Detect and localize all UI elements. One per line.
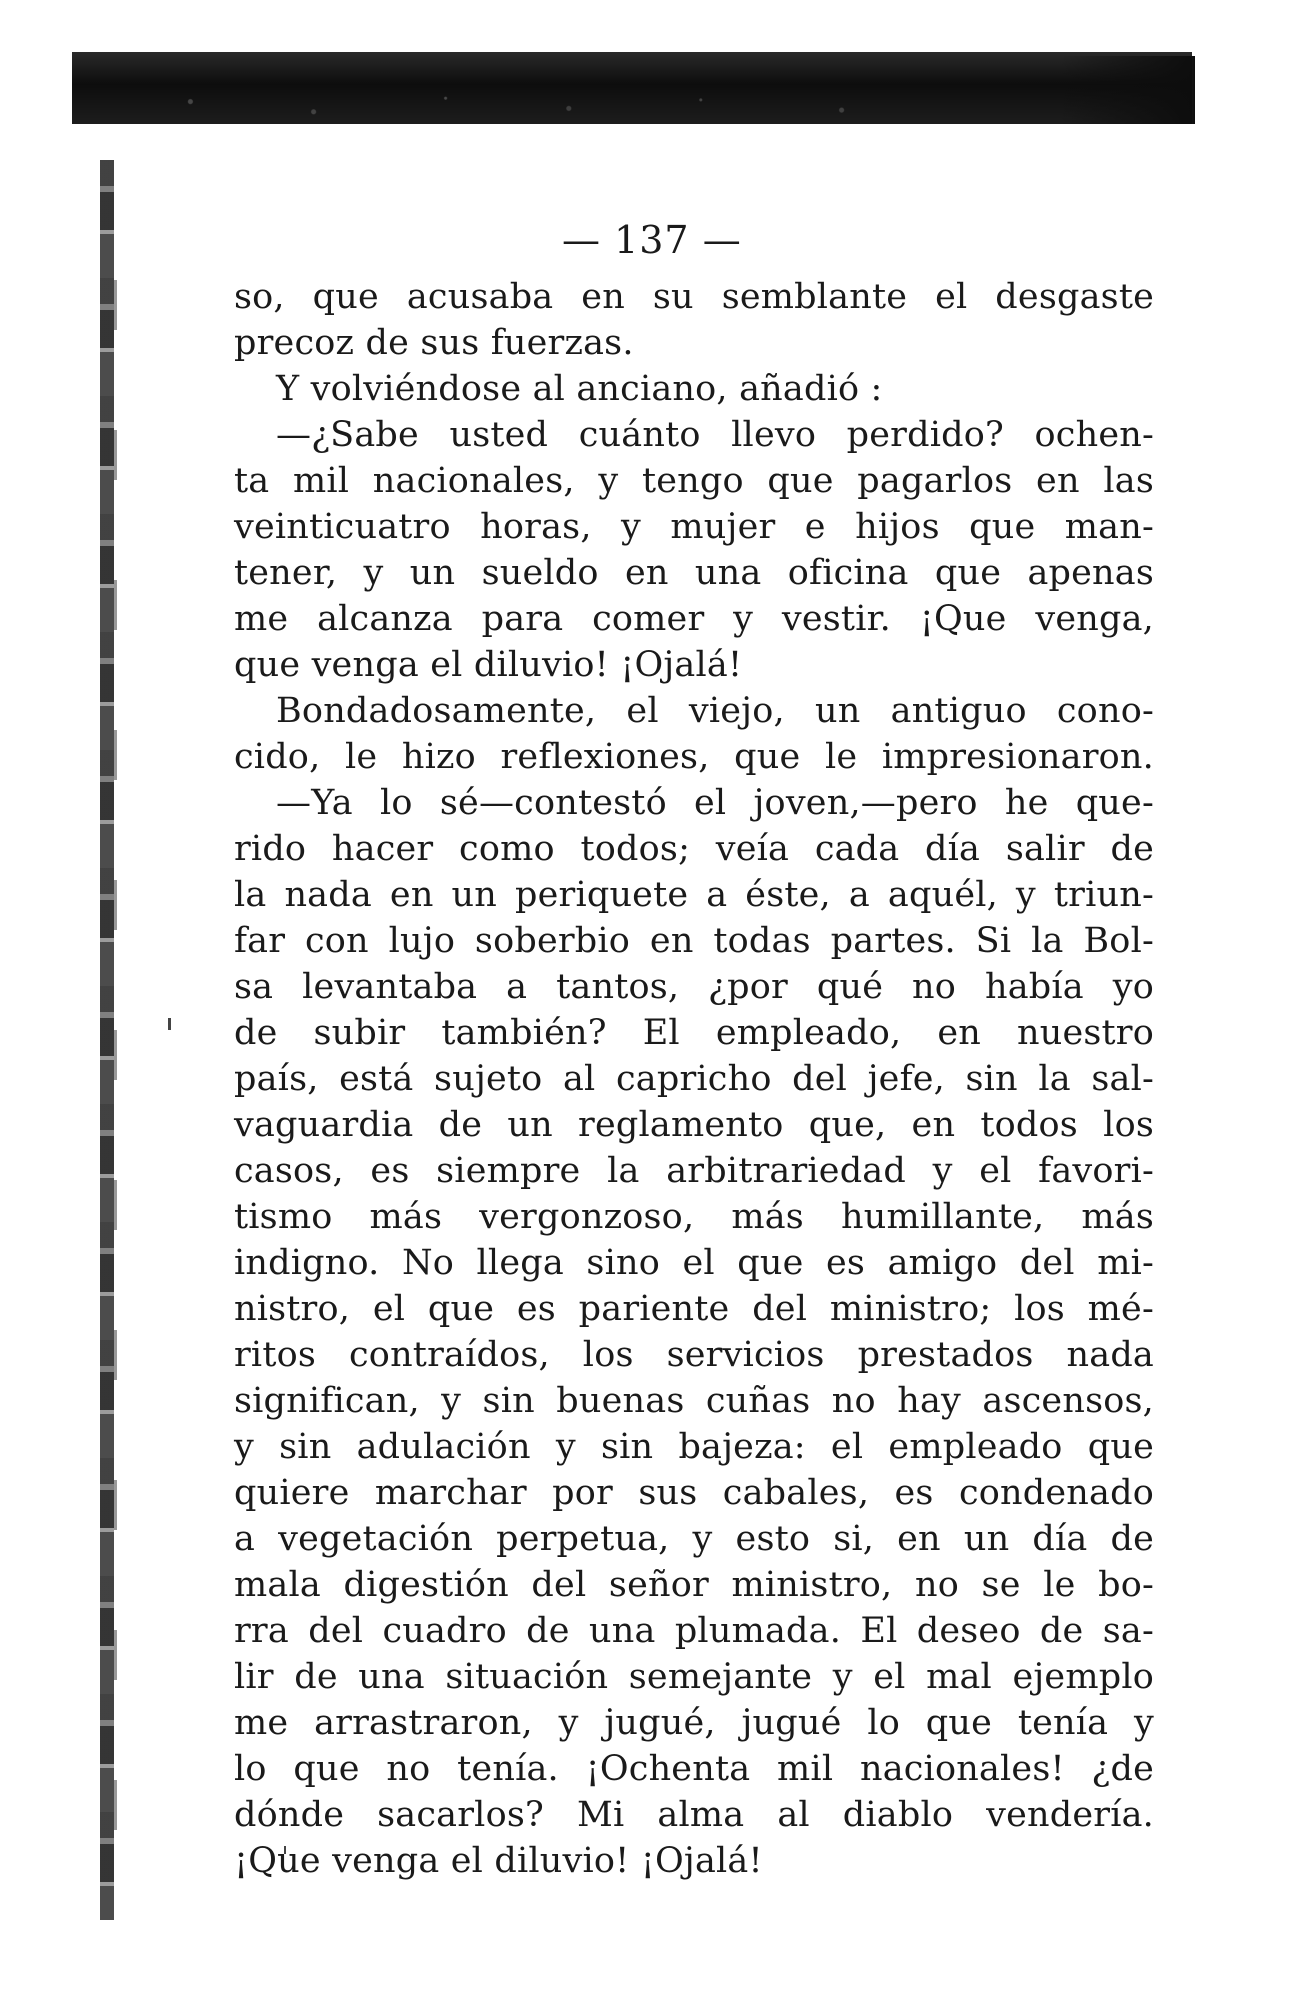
text-line: far con lujo soberbio en todas partes. Si la Bol- <box>234 921 1154 961</box>
text-line: a vegetación perpetua, y esto si, en un día de <box>234 1519 1154 1559</box>
text-line: me arrastraron, y jugué, jugué lo que tenía y <box>234 1703 1154 1743</box>
text-line: la nada en un periquete a éste, a aquél, y triun- <box>234 875 1154 915</box>
ink-speck <box>168 1018 171 1030</box>
text-line: de subir también? El empleado, en nuestro <box>234 1013 1154 1053</box>
text-line: lo que no tenía. ¡Ochenta mil nacionales! ¿de <box>234 1749 1154 1789</box>
text-line: cido, le hizo reflexiones, que le impresionaron. <box>234 737 1154 777</box>
text-line: significan, y sin buenas cuñas no hay ascensos, <box>234 1381 1154 1421</box>
text-line: y sin adulación y sin bajeza: el empleado que <box>234 1427 1154 1467</box>
text-line: casos, es siempre la arbitrariedad y el favori- <box>234 1151 1154 1191</box>
text-line: que venga el diluvio! ¡Ojalá! <box>234 645 743 685</box>
scan-top-band-fade <box>1060 56 1195 124</box>
text-line: indigno. No llega sino el que es amigo del mi- <box>234 1243 1154 1283</box>
text-line: ¡Que venga el diluvio! ¡Ojalá! <box>234 1841 763 1881</box>
text-line: tismo más vergonzoso, más humillante, más <box>234 1197 1154 1237</box>
text-line: ta mil nacionales, y tengo que pagarlos en las <box>234 461 1154 501</box>
scan-top-band-speckle <box>120 88 1000 122</box>
text-line: veinticuatro horas, y mujer e hijos que man- <box>234 507 1154 547</box>
page-number: — 137 — <box>562 218 742 262</box>
text-line: rra del cuadro de una plumada. El deseo de sa- <box>234 1611 1154 1651</box>
text-line: —Ya lo sé—contestó el joven,—pero he que- <box>276 783 1154 823</box>
text-line: so, que acusaba en su semblante el desgaste <box>234 277 1154 317</box>
text-line: Bondadosamente, el viejo, un antiguo cono- <box>276 691 1154 731</box>
body-text <box>234 274 1154 1884</box>
text-line: me alcanza para comer y vestir. ¡Que venga, <box>234 599 1154 639</box>
text-line: mala digestión del señor ministro, no se le bo- <box>234 1565 1154 1605</box>
text-line: rido hacer como todos; veía cada día salir de <box>234 829 1154 869</box>
text-line: sa levantaba a tantos, ¿por qué no había yo <box>234 967 1154 1007</box>
text-line: lir de una situación semejante y el mal ejemplo <box>234 1657 1154 1697</box>
text-line: precoz de sus fuerzas. <box>234 323 634 363</box>
text-line: país, está sujeto al capricho del jefe, sin la sal- <box>234 1059 1154 1099</box>
text-line: vaguardia de un reglamento que, en todos los <box>234 1105 1154 1145</box>
text-line: quiere marchar por sus cabales, es condenado <box>234 1473 1154 1513</box>
text-line: nistro, el que es pariente del ministro; los mé- <box>234 1289 1154 1329</box>
text-line: Y volviéndose al anciano, añadió : <box>276 369 883 409</box>
book-binding-streak <box>114 240 117 1840</box>
text-line: —¿Sabe usted cuánto llevo perdido? ochen- <box>276 415 1154 455</box>
text-line: tener, y un sueldo en una oficina que apenas <box>234 553 1154 593</box>
text-line: ritos contraídos, los servicios prestados nada <box>234 1335 1154 1375</box>
text-line: dónde sacarlos? Mi alma al diablo vendería. <box>234 1795 1154 1835</box>
book-binding-shadow <box>100 160 114 1920</box>
